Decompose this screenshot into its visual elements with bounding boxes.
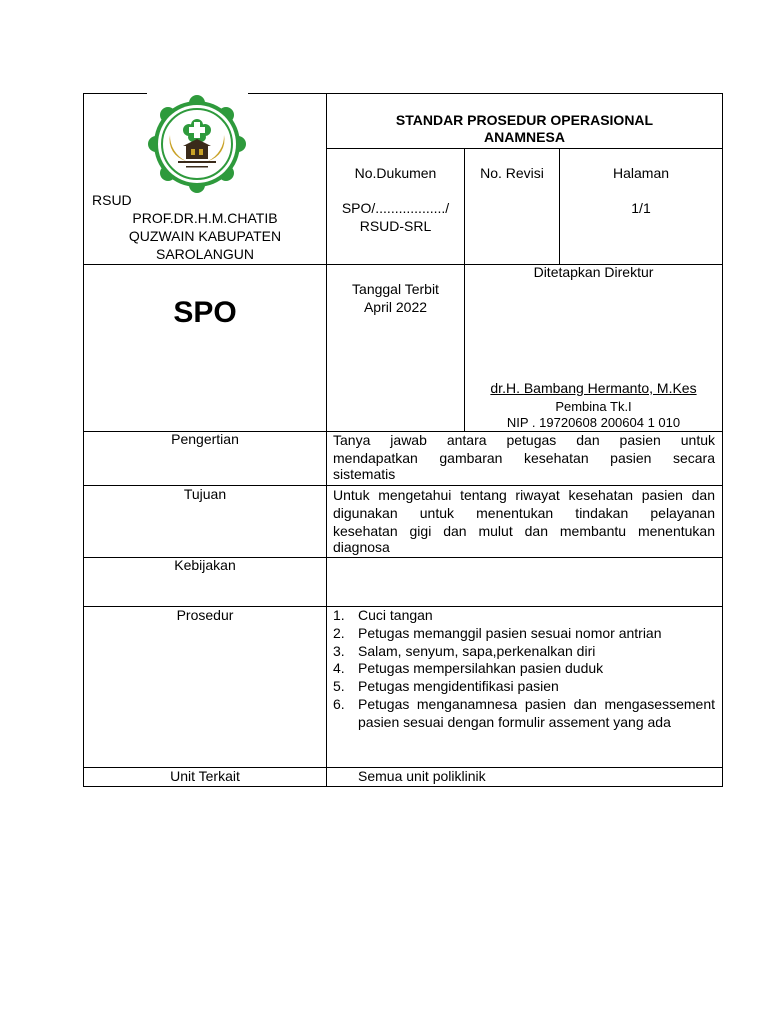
text-line: mendapatkan gambaran kesehatan pasien secara (333, 450, 715, 466)
text-line: kesehatan gigi dan mulut dan membantu menentukan (333, 523, 715, 539)
text-line: Tanya jawab antara petugas dan pasien untuk (333, 432, 715, 448)
revision-label: No. Revisi (480, 165, 544, 181)
director-nip: NIP . 19720608 200604 1 010 (506, 415, 681, 430)
director-rank: Pembina Tk.I (555, 399, 632, 414)
list-item (333, 625, 715, 643)
step-text: Petugas menganamnesa pasien dan mengasessement pasien sesuai dengan formulir assement yang ada (358, 695, 715, 730)
prosedur-label: Prosedur (176, 607, 234, 623)
text-line: digunakan untuk menentukan tindakan pelayanan (333, 505, 715, 521)
step-text: Petugas memanggil pasien sesuai nomor antrian (358, 624, 662, 641)
doc-number-label: No.Dukumen (354, 165, 437, 181)
list-item (333, 696, 715, 732)
tujuan-text (333, 486, 715, 555)
step-number: 1. (333, 607, 345, 623)
document-title (327, 112, 722, 146)
step-number: 6. (333, 695, 345, 712)
title-line: STANDAR PROSEDUR OPERASIONAL (395, 112, 654, 128)
director-name: dr.H. Bambang Hermanto, M.Kes (490, 380, 697, 396)
hospital-name-rsud: RSUD (92, 192, 132, 208)
text-line: sistematis (333, 466, 396, 482)
doc-number-line: SPO/................../ (341, 200, 450, 216)
step-number: 2. (333, 624, 345, 641)
issue-date-label: Tanggal Terbit (352, 281, 439, 297)
pengertian-label: Pengertian (171, 431, 239, 447)
border-bottom (83, 786, 723, 787)
step-text: Salam, senyum, sapa,perkenalkan diri (358, 642, 596, 659)
pengertian-text (333, 431, 715, 482)
list-item (333, 660, 715, 678)
hospital-name-line: PROF.DR.H.M.CHATIB (132, 210, 278, 226)
kebijakan-label: Kebijakan (174, 557, 236, 573)
tujuan-label: Tujuan (183, 486, 227, 502)
spo-label: SPO (173, 296, 237, 329)
page-value: 1/1 (631, 200, 651, 216)
prosedur-list (333, 607, 715, 732)
doc-number-value (327, 199, 464, 235)
hospital-name-line: QUZWAIN KABUPATEN (128, 228, 282, 244)
title-line: ANAMNESA (484, 129, 565, 145)
hospital-name-line: SAROLANGUN (155, 246, 255, 262)
unit-terkait-value: Semua unit poliklinik (358, 768, 486, 784)
border-right (722, 93, 723, 787)
unit-terkait-label: Unit Terkait (170, 768, 240, 784)
hospital-logo (148, 95, 246, 193)
issue-date-value: April 2022 (363, 299, 428, 315)
step-number: 4. (333, 660, 345, 677)
approved-by-label: Ditetapkan Direktur (533, 264, 654, 280)
step-text: Cuci tangan (358, 607, 433, 623)
text-line: Untuk mengetahui tentang riwayat kesehatan pasien dan (333, 487, 715, 503)
list-item (333, 643, 715, 661)
border-title-bottom (327, 148, 723, 149)
step-number: 5. (333, 678, 345, 695)
border-col-divider (326, 93, 327, 787)
step-text: Petugas mempersilahkan pasien duduk (358, 660, 604, 677)
page-label: Halaman (612, 165, 670, 181)
step-number: 3. (333, 642, 345, 659)
step-text: Petugas mengidentifikasi pasien (358, 678, 559, 695)
list-item (333, 607, 715, 625)
text-line: diagnosa (333, 539, 390, 555)
list-item (333, 678, 715, 696)
doc-number-line: RSUD-SRL (359, 218, 432, 234)
hospital-name-block (100, 209, 310, 263)
issue-date (327, 280, 464, 316)
